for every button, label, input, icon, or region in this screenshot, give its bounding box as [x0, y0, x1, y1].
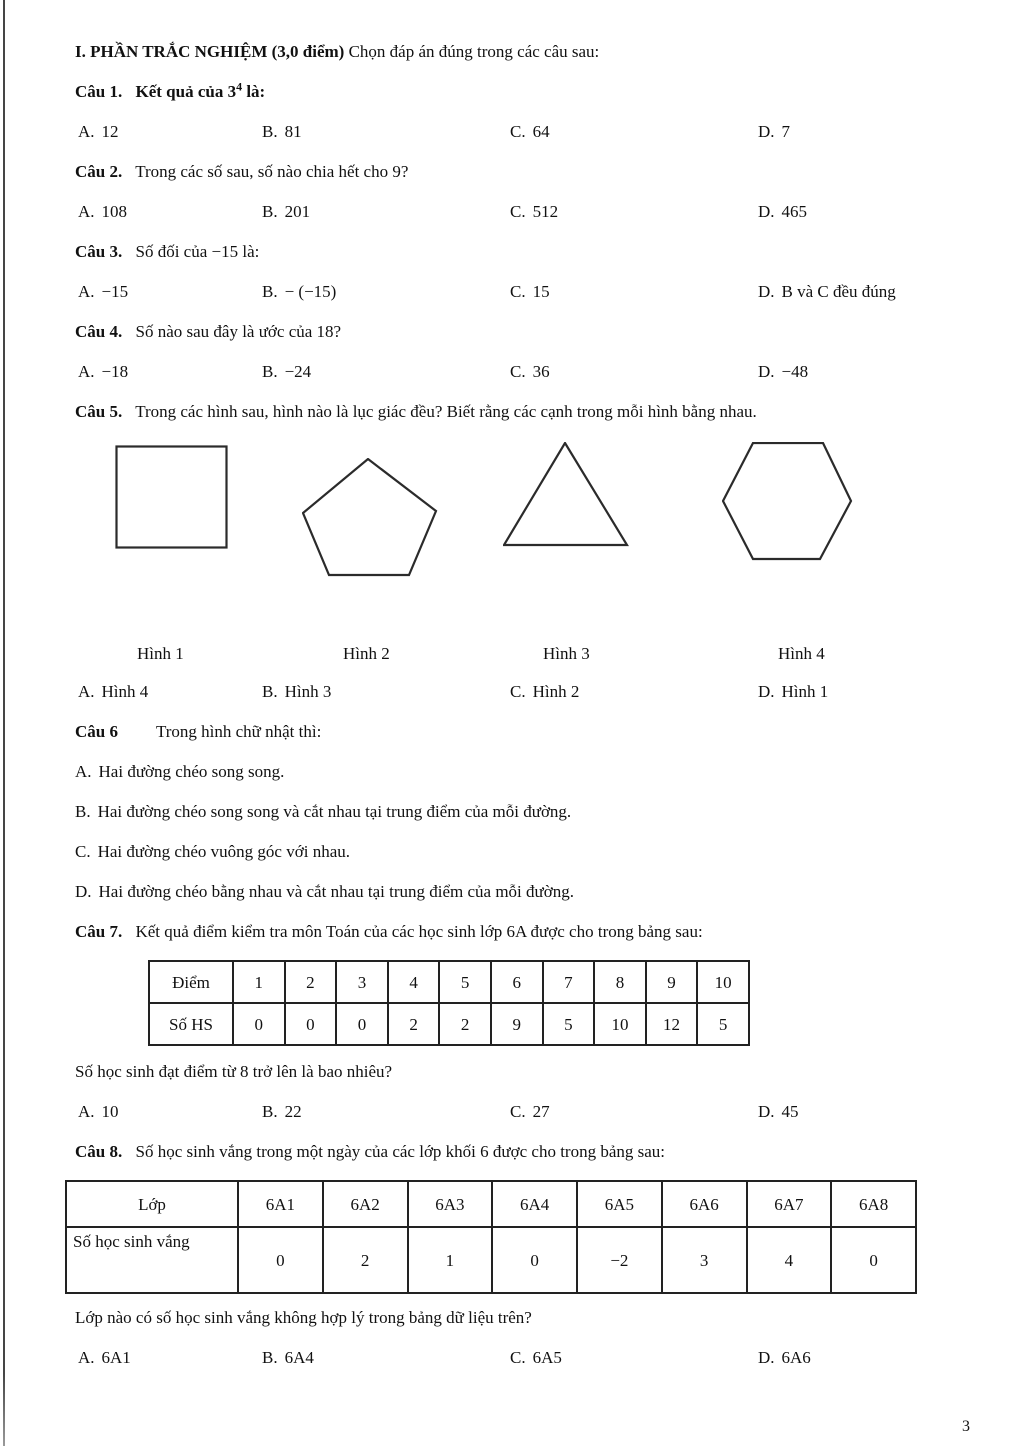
score-col: 3 [336, 961, 388, 1003]
option-text: 6A4 [284, 1348, 314, 1367]
figure-label-2: Hình 2 [343, 644, 390, 663]
question-2-options [75, 200, 965, 223]
option-letter: D. [75, 882, 92, 901]
option-d [758, 1346, 965, 1369]
question-7-subquestion: Số học sinh đạt điểm từ 8 trở lên là bao nhiêu? [75, 1062, 393, 1081]
question-7-options [75, 1100, 965, 1123]
option-text: 12 [101, 122, 119, 141]
score-col: 7 [543, 961, 595, 1003]
scores-table [148, 960, 750, 1046]
question-stem-post: là: [242, 82, 266, 101]
scores-table-header-row [149, 961, 749, 1003]
score-col: 1 [233, 961, 285, 1003]
question-label: Câu 6 [75, 722, 118, 741]
figure-square-shape [115, 445, 228, 549]
option-letter: D. [758, 1102, 775, 1121]
question-label: Câu 3. [75, 242, 123, 261]
score-value: 0 [285, 1003, 337, 1045]
question-stem-sup: 4 [236, 79, 243, 94]
figure-triangle-shape [503, 442, 629, 547]
question-label: Câu 7. [75, 922, 123, 941]
option-a [78, 1346, 262, 1369]
question-3-options [75, 280, 965, 303]
option-text: 22 [284, 1102, 302, 1121]
question-stem: Trong các số sau, số nào chia hết cho 9? [135, 162, 409, 181]
score-value: 0 [233, 1003, 285, 1045]
option-text: 512 [532, 202, 559, 221]
option-text: 15 [532, 282, 550, 301]
absence-value: 4 [747, 1227, 832, 1293]
question-2 [75, 160, 965, 183]
option-text: 81 [284, 122, 302, 141]
class-col: 6A1 [238, 1181, 323, 1227]
score-value: 12 [646, 1003, 698, 1045]
score-col: 4 [388, 961, 440, 1003]
class-col: 6A7 [747, 1181, 832, 1227]
absence-value: 2 [323, 1227, 408, 1293]
score-col: 10 [697, 961, 749, 1003]
option-letter: B. [262, 682, 278, 701]
option-letter: A. [78, 122, 95, 141]
option-b [262, 200, 510, 223]
question-label: Câu 8. [75, 1142, 123, 1161]
option-letter: C. [510, 282, 526, 301]
absence-value: 3 [662, 1227, 747, 1293]
option-letter: C. [510, 1348, 526, 1367]
question-8 [75, 1140, 965, 1163]
option-letter: C. [510, 122, 526, 141]
question-label: Câu 2. [75, 162, 123, 181]
score-col: 2 [285, 961, 337, 1003]
figure-label-4: Hình 4 [778, 644, 825, 663]
question-1 [75, 80, 965, 103]
option-text: 36 [532, 362, 550, 381]
option-text: 465 [781, 202, 808, 221]
score-value: 2 [439, 1003, 491, 1045]
class-col: 6A6 [662, 1181, 747, 1227]
question-label: Câu 1. [75, 82, 123, 101]
option-letter: A. [78, 1348, 95, 1367]
class-col: 6A3 [408, 1181, 493, 1227]
option-letter: B. [262, 1348, 278, 1367]
scan-edge-line [3, 0, 5, 1446]
absence-value: 0 [492, 1227, 577, 1293]
figure-label-3: Hình 3 [543, 644, 590, 663]
option-a [78, 120, 262, 143]
score-value: 5 [543, 1003, 595, 1045]
absence-value: −2 [577, 1227, 662, 1293]
class-col: 6A8 [831, 1181, 916, 1227]
absence-table-header-row [66, 1181, 916, 1227]
option-a [78, 680, 262, 703]
option-letter: D. [758, 282, 775, 301]
absence-table-value-row [66, 1227, 916, 1293]
figure-pentagon-shape [302, 458, 438, 577]
option-letter: D. [758, 682, 775, 701]
option-text: −48 [781, 362, 809, 381]
option-letter: B. [75, 802, 91, 821]
option-letter: D. [758, 202, 775, 221]
option-letter: D. [758, 122, 775, 141]
question-stem: Số nào sau đây là ước của 18? [135, 322, 342, 341]
option-text: Hai đường chéo bằng nhau và cắt nhau tại trung điểm của mỗi đường. [98, 882, 574, 901]
option-letter: C. [510, 1102, 526, 1121]
option-a [78, 360, 262, 383]
option-letter: A. [78, 1102, 95, 1121]
score-value: 9 [491, 1003, 543, 1045]
option-letter: C. [510, 362, 526, 381]
absence-value: 0 [238, 1227, 323, 1293]
option-a [78, 280, 262, 303]
option-letter: C. [510, 202, 526, 221]
option-text: Hình 2 [532, 682, 580, 701]
question-stem: Trong các hình sau, hình nào là lục giác đều? Biết rằng các cạnh trong mỗi hình bằng nhau. [135, 402, 757, 421]
section-title [75, 40, 965, 63]
score-col: 6 [491, 961, 543, 1003]
option-text: −24 [284, 362, 312, 381]
option-text: Hai đường chéo song song và cắt nhau tại trung điểm của mỗi đường. [97, 802, 572, 821]
option-d [758, 360, 965, 383]
option-text: Hai đường chéo vuông góc với nhau. [97, 842, 350, 861]
class-col: 6A5 [577, 1181, 662, 1227]
scores-header-label: Điểm [149, 961, 233, 1003]
option-text: B và C đều đúng [781, 282, 896, 301]
section-title-rest: Chọn đáp án đúng trong các câu sau: [348, 42, 600, 61]
question-stem-pre: Kết quả của 3 [135, 82, 237, 101]
option-b [262, 360, 510, 383]
section-title-bold: I. PHẦN TRẮC NGHIỆM (3,0 điểm) [75, 42, 345, 61]
option-b [262, 120, 510, 143]
option-text: 10 [101, 1102, 119, 1121]
question-8-subquestion: Lớp nào có số học sinh vắng không hợp lý trong bảng dữ liệu trên? [75, 1308, 532, 1327]
option-a [78, 200, 262, 223]
question-stem: Kết quả điểm kiểm tra môn Toán của các học sinh lớp 6A được cho trong bảng sau: [135, 922, 703, 941]
question-label: Câu 5. [75, 402, 123, 421]
question-1-options [75, 120, 965, 143]
question-6-option-d [75, 880, 965, 903]
option-letter: A. [78, 282, 95, 301]
option-text: 108 [101, 202, 128, 221]
option-letter: B. [262, 1102, 278, 1121]
option-text: 64 [532, 122, 550, 141]
question-6-option-a [75, 760, 965, 783]
option-text: 27 [532, 1102, 550, 1121]
class-col: 6A4 [492, 1181, 577, 1227]
option-c [510, 280, 758, 303]
option-text: −18 [101, 362, 129, 381]
score-value: 10 [594, 1003, 646, 1045]
score-col: 9 [646, 961, 698, 1003]
absence-value: 1 [408, 1227, 493, 1293]
question-stem: Trong hình chữ nhật thì: [155, 722, 322, 741]
option-text: −15 [101, 282, 129, 301]
page-number: 3 [962, 1418, 970, 1435]
option-letter: B. [262, 202, 278, 221]
class-col: 6A2 [323, 1181, 408, 1227]
question-4 [75, 320, 965, 343]
score-value: 2 [388, 1003, 440, 1045]
question-label: Câu 4. [75, 322, 123, 341]
option-d [758, 1100, 965, 1123]
option-letter: A. [78, 682, 95, 701]
absence-header-label: Lớp [66, 1181, 238, 1227]
question-stem: Số đối của −15 là: [135, 242, 260, 261]
option-text: 6A5 [532, 1348, 562, 1367]
option-text: Hai đường chéo song song. [98, 762, 285, 781]
option-d [758, 120, 965, 143]
option-c [510, 120, 758, 143]
figure-label-1: Hình 1 [137, 644, 184, 663]
figure-hexagon-shape [722, 442, 853, 561]
question-8-options [75, 1346, 965, 1369]
option-text: 6A6 [781, 1348, 811, 1367]
question-3 [75, 240, 965, 263]
option-b [262, 680, 510, 703]
option-letter: D. [758, 1348, 775, 1367]
score-col: 5 [439, 961, 491, 1003]
question-5-figures [75, 440, 965, 590]
option-text: 6A1 [101, 1348, 131, 1367]
option-text: 45 [781, 1102, 799, 1121]
option-letter: B. [262, 282, 278, 301]
question-4-options [75, 360, 965, 383]
option-letter: C. [510, 682, 526, 701]
option-letter: A. [75, 762, 92, 781]
option-c [510, 360, 758, 383]
absence-row-label: Số học sinh vắng [66, 1227, 238, 1293]
option-letter: B. [262, 362, 278, 381]
score-value: 5 [697, 1003, 749, 1045]
option-d [758, 680, 965, 703]
option-text: Hình 4 [101, 682, 149, 701]
question-5 [75, 400, 965, 423]
score-value: 0 [336, 1003, 388, 1045]
figure-labels [75, 642, 965, 666]
option-letter: A. [78, 202, 95, 221]
absence-table [65, 1180, 917, 1294]
test-page [75, 40, 965, 1386]
question-5-options [75, 680, 965, 703]
option-text: Hình 1 [781, 682, 829, 701]
option-letter: A. [78, 362, 95, 381]
option-text: 201 [284, 202, 311, 221]
absence-value: 0 [831, 1227, 916, 1293]
option-d [758, 280, 965, 303]
scores-row-label: Số HS [149, 1003, 233, 1045]
question-6 [75, 720, 965, 743]
option-b [262, 1100, 510, 1123]
option-letter: C. [75, 842, 91, 861]
option-d [758, 200, 965, 223]
question-6-option-b [75, 800, 965, 823]
option-c [510, 680, 758, 703]
option-letter: B. [262, 122, 278, 141]
question-7 [75, 920, 965, 943]
option-b [262, 1346, 510, 1369]
option-letter: D. [758, 362, 775, 381]
option-a [78, 1100, 262, 1123]
option-c [510, 1346, 758, 1369]
option-b [262, 280, 510, 303]
question-6-option-c [75, 840, 965, 863]
score-col: 8 [594, 961, 646, 1003]
option-text: Hình 3 [284, 682, 332, 701]
option-c [510, 200, 758, 223]
scores-table-value-row [149, 1003, 749, 1045]
option-text: − (−15) [284, 282, 337, 301]
question-stem: Số học sinh vắng trong một ngày của các lớp khối 6 được cho trong bảng sau: [135, 1142, 666, 1161]
option-c [510, 1100, 758, 1123]
option-text: 7 [781, 122, 791, 141]
